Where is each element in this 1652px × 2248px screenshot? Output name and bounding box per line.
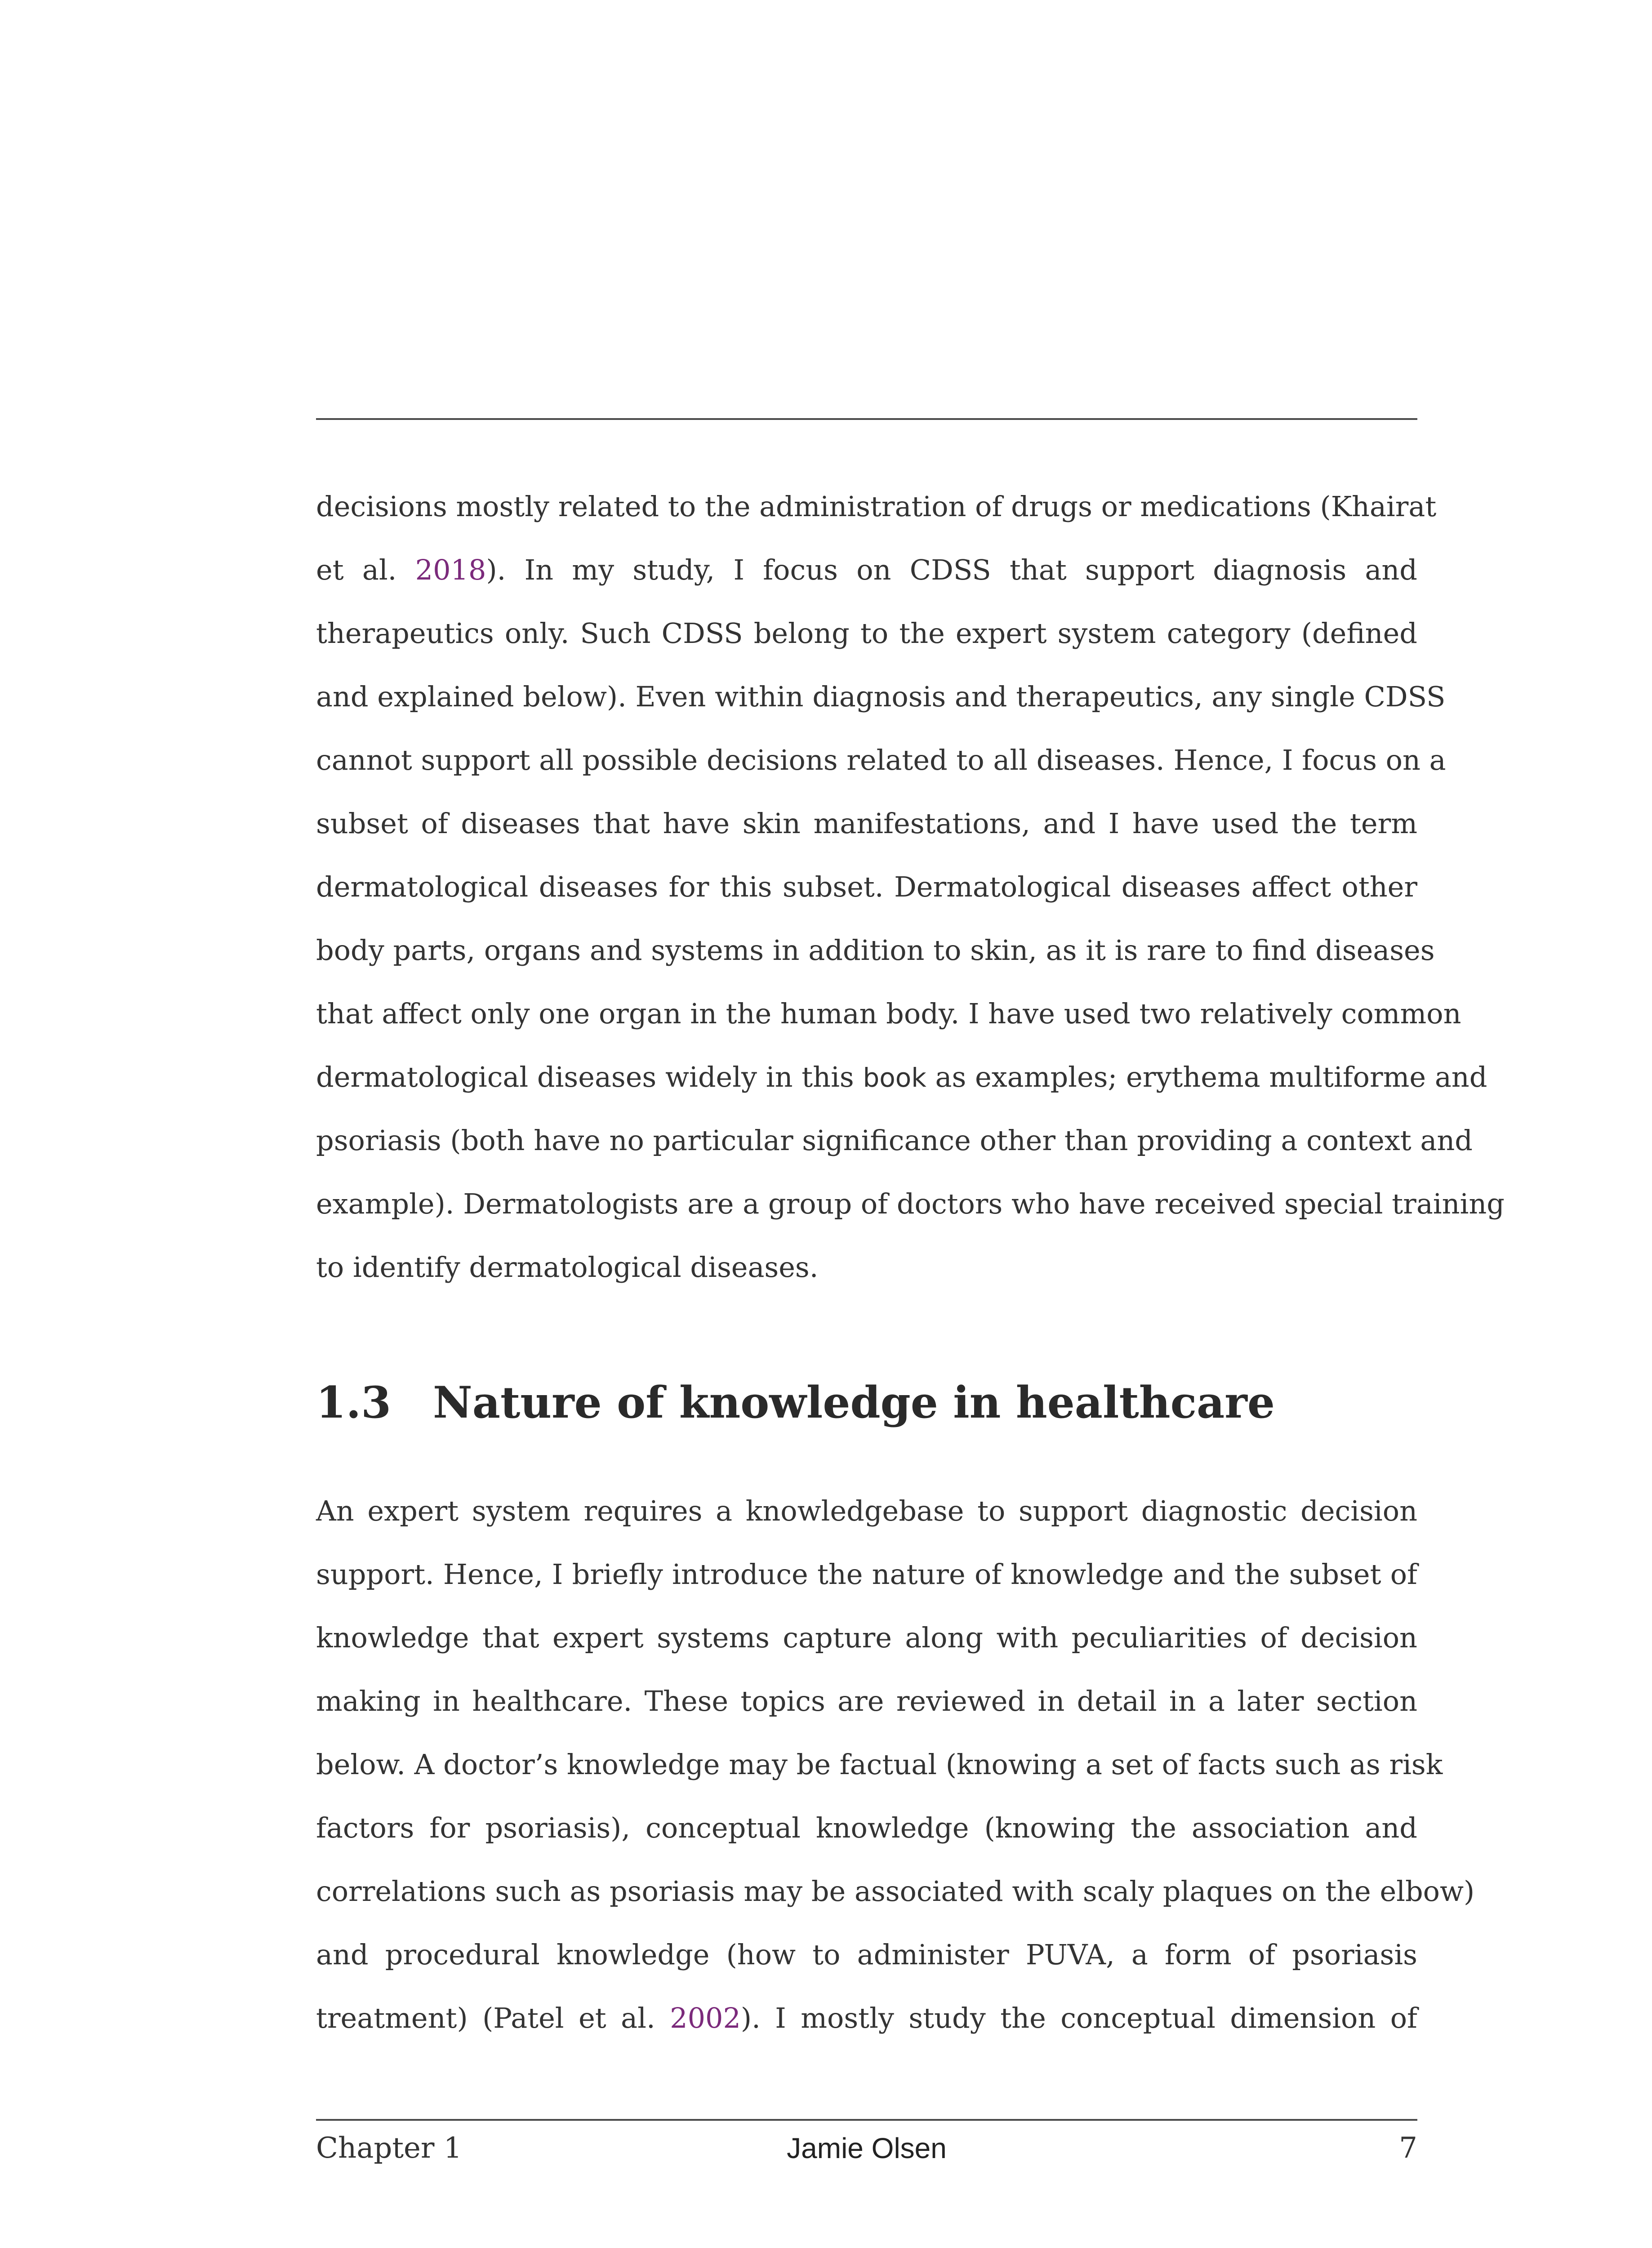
text-line xyxy=(316,982,1461,1045)
text-line xyxy=(316,1543,1417,1606)
paragraph-intro xyxy=(316,475,1505,1299)
text-line xyxy=(316,602,1417,665)
line-text: and explained below). Even within diagnosis and therapeutics, any single CDSS xyxy=(316,680,1446,713)
footer-rule xyxy=(316,2119,1417,2121)
text-line xyxy=(316,1236,1417,1299)
footer-chapter: Chapter 1 xyxy=(316,2132,462,2165)
text-line xyxy=(316,1479,1417,1543)
line-text: dermatological diseases widely in this xyxy=(316,1061,863,1093)
section-number: 1.3 xyxy=(316,1377,392,1428)
line-text: factors for psoriasis), conceptual knowledge (knowing the association and xyxy=(316,1811,1417,1844)
line-text: ). In my study, I focus on CDSS that support diagnosis and xyxy=(486,553,1417,586)
line-text: correlations such as psoriasis may be associated with scaly plaques on the elbow) xyxy=(316,1875,1475,1908)
paragraph-knowledge xyxy=(316,1479,1475,2050)
line-text: An expert system requires a knowledgebase to support diagnostic decision xyxy=(316,1494,1417,1527)
text-line xyxy=(316,1172,1505,1236)
line-text: cannot support all possible decisions related to all diseases. Hence, I focus on a xyxy=(316,744,1446,776)
text-line xyxy=(316,1986,1417,2050)
line-text: therapeutics only. Such CDSS belong to the expert system category (defined xyxy=(316,617,1417,650)
text-line xyxy=(316,1860,1475,1923)
line-text: dermatological diseases for this subset. Dermatological diseases affect other xyxy=(316,870,1417,903)
line-text: below. A doctor’s knowledge may be factual (knowing a set of facts such as risk xyxy=(316,1748,1443,1781)
text-line xyxy=(316,728,1446,792)
line-text: subset of diseases that have skin manifestations, and I have used the term xyxy=(316,807,1417,840)
section-title: Nature of knowledge in healthcare xyxy=(433,1377,1275,1428)
section-heading xyxy=(316,1367,1417,1439)
page-footer xyxy=(316,2126,1417,2171)
line-text: et al. xyxy=(316,553,415,586)
text-line xyxy=(316,919,1435,982)
line-text: that affect only one organ in the human body. I have used two relatively common xyxy=(316,997,1461,1030)
text-line xyxy=(316,1733,1443,1796)
header-rule xyxy=(316,418,1417,420)
text-line xyxy=(316,855,1417,919)
text-line xyxy=(316,1109,1473,1172)
line-text: as examples; erythema multiforme and xyxy=(926,1061,1487,1093)
text-line xyxy=(316,475,1437,538)
line-text: decisions mostly related to the administration of drugs or medications (Khairat xyxy=(316,490,1437,523)
text-line xyxy=(316,1796,1417,1860)
line-text: body parts, organs and systems in addition to skin, as it is rare to find diseases xyxy=(316,934,1435,967)
text-line xyxy=(316,1045,1487,1109)
text-line xyxy=(316,792,1417,855)
citation-link-patel-2002[interactable]: 2002 xyxy=(670,2002,741,2034)
line-text: and procedural knowledge (how to administer PUVA, a form of psoriasis xyxy=(316,1938,1417,1971)
line-text: to identify dermatological diseases. xyxy=(316,1251,819,1284)
line-text: psoriasis (both have no particular significance other than providing a context and xyxy=(316,1124,1473,1157)
line-text: support. Hence, I briefly introduce the nature of knowledge and the subset of xyxy=(316,1558,1417,1591)
line-text: knowledge that expert systems capture along with peculiarities of decision xyxy=(316,1621,1417,1654)
text-line xyxy=(316,665,1446,728)
book-word: book xyxy=(863,1062,926,1093)
text-line xyxy=(316,1606,1417,1669)
text-line xyxy=(316,538,1417,602)
footer-author: Jamie Olsen xyxy=(787,2132,947,2164)
text-line xyxy=(316,1669,1417,1733)
line-text: treatment) (Patel et al. xyxy=(316,2002,670,2034)
citation-link-khairat-2018[interactable]: 2018 xyxy=(415,553,486,586)
line-text: example). Dermatologists are a group of doctors who have received special training xyxy=(316,1187,1505,1220)
line-text: making in healthcare. These topics are reviewed in detail in a later section xyxy=(316,1685,1417,1717)
line-text: ). I mostly study the conceptual dimension of xyxy=(740,2002,1417,2034)
footer-page-number: 7 xyxy=(1399,2132,1417,2165)
text-line xyxy=(316,1923,1417,1986)
